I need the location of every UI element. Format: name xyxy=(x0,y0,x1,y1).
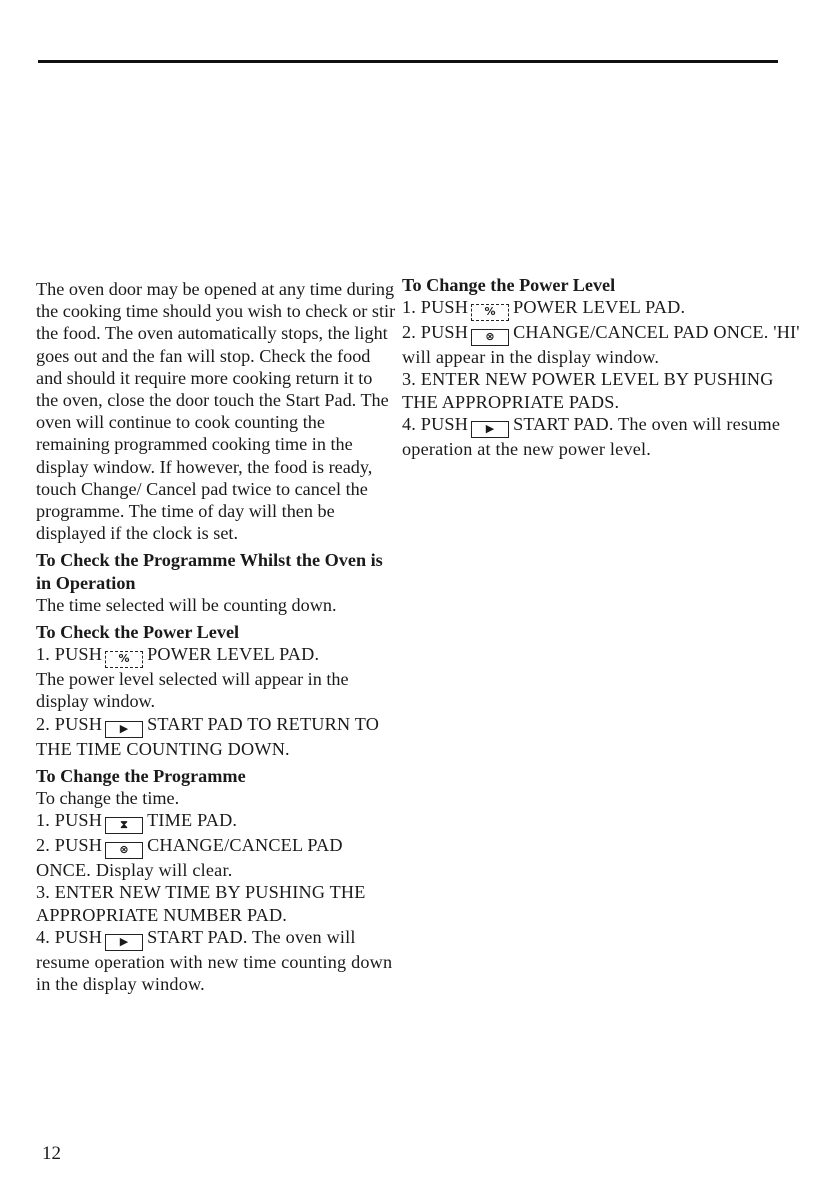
check-power-step-2 xyxy=(36,713,398,760)
step-text: CHANGE/CANCEL PAD ONCE. xyxy=(513,322,769,343)
change-power-step-1 xyxy=(402,296,802,321)
change-programme-step-1 xyxy=(36,809,398,834)
check-power-step-1-note: The power level selected will appear in the display window. xyxy=(36,669,349,712)
start-pad-icon: ▶ xyxy=(471,421,509,438)
power-level-pad-icon: % xyxy=(105,651,143,668)
change-programme-step-3: 3. ENTER NEW TIME BY PUSHING THE APPROPRIATE NUMBER PAD. xyxy=(36,882,366,925)
power-level-pad-icon: % xyxy=(471,304,509,321)
change-power-step-3: 3. ENTER NEW POWER LEVEL BY PUSHING THE APPROPRIATE PADS. xyxy=(402,369,774,412)
step-label: 4. PUSH xyxy=(36,926,103,947)
left-column xyxy=(36,278,398,995)
step-text: START PAD. xyxy=(513,413,614,434)
step-text: CHANGE/CANCEL PAD ONCE. xyxy=(36,835,343,881)
step-text: START PAD. xyxy=(147,926,248,947)
top-rule xyxy=(38,60,778,63)
step-text: POWER LEVEL PAD. xyxy=(513,297,686,318)
time-pad-icon: ⧗ xyxy=(105,817,143,834)
check-power-heading: To Check the Power Level xyxy=(36,622,240,643)
step-label: 2. PUSH xyxy=(36,713,103,734)
step-label: 1. PUSH xyxy=(402,297,469,318)
step-label: 1. PUSH xyxy=(36,810,103,831)
check-programme-body: The time selected will be counting down. xyxy=(36,594,337,615)
check-power-step-1 xyxy=(36,643,398,668)
step-label: 1. PUSH xyxy=(36,644,103,665)
change-programme-step-4 xyxy=(36,926,398,995)
step-note: Display will clear. xyxy=(95,860,233,881)
step-note: 'HI' will appear in the display window. xyxy=(402,322,800,368)
right-column xyxy=(402,274,802,460)
step-label: 4. PUSH xyxy=(402,413,469,434)
step-label: 2. PUSH xyxy=(36,835,103,856)
change-cancel-pad-icon: ⊗ xyxy=(471,329,509,346)
step-note: The oven will resume operation at the new power level. xyxy=(402,413,781,459)
step-label: 2. PUSH xyxy=(402,322,469,343)
step-text: TIME PAD. xyxy=(147,810,238,831)
step-text: START PAD TO RETURN TO THE TIME COUNTING DOWN. xyxy=(36,713,380,759)
step-text: POWER LEVEL PAD. xyxy=(147,644,320,665)
change-power-step-2 xyxy=(402,321,802,368)
check-programme-heading: To Check the Programme Whilst the Oven is in Operation xyxy=(36,550,383,593)
step-note: The oven will resume operation with new time counting down in the display window. xyxy=(36,926,393,995)
change-power-step-4 xyxy=(402,413,802,460)
change-programme-step-2 xyxy=(36,834,398,881)
change-programme-intro: To change the time. xyxy=(36,788,180,809)
start-pad-icon: ▶ xyxy=(105,934,143,951)
change-power-heading: To Change the Power Level xyxy=(402,275,616,295)
page-number: 12 xyxy=(42,1143,61,1164)
change-programme-heading: To Change the Programme xyxy=(36,765,246,786)
change-cancel-pad-icon: ⊗ xyxy=(105,842,143,859)
start-pad-icon: ▶ xyxy=(105,721,143,738)
intro-paragraph: The oven door may be opened at any time during the cooking time should you wish to check or stir the food. The oven automatically stops, the light goes out and the fan will stop. Check the food and should it require more cooking return it to the oven, close the door touch the Start Pad. The oven will continue to cook counting the remaining programmed cooking time in the display window. If however, the food is ready, touch Change/ Cancel pad twice to cancel the programme. The time of day will then be displayed if the clock is set. xyxy=(36,279,396,544)
